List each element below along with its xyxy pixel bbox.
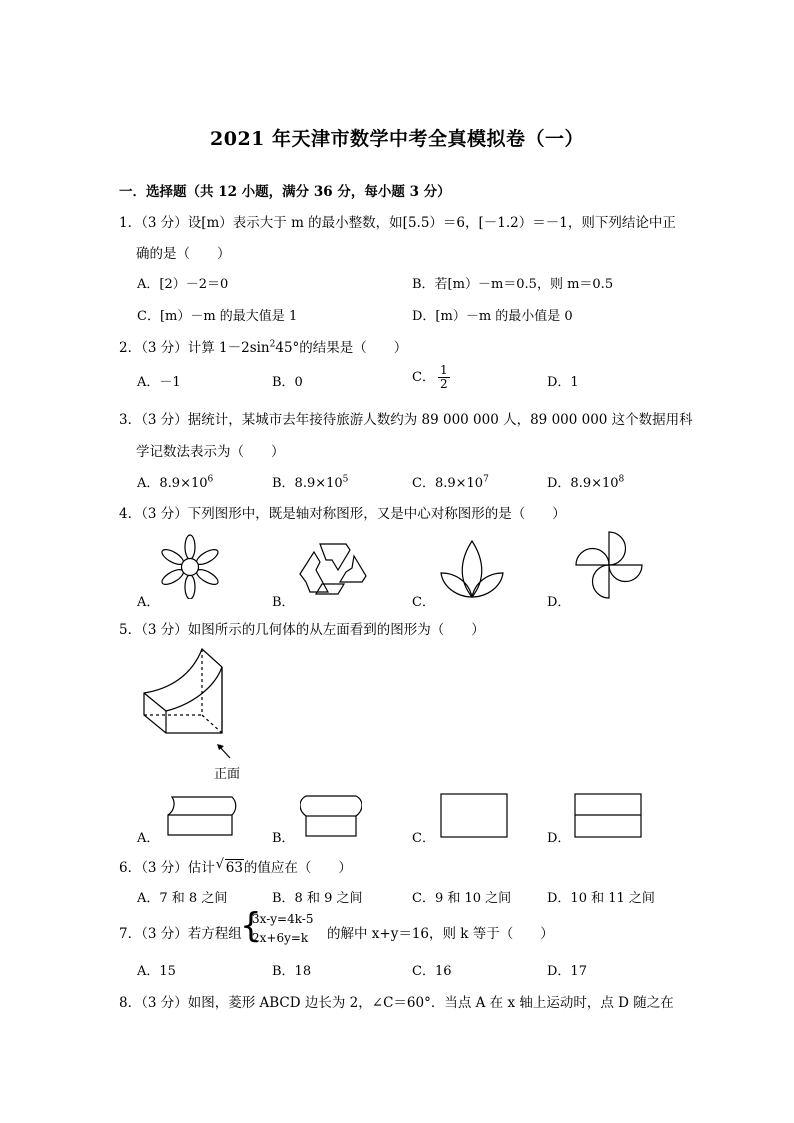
- q5-option-d: D．: [547, 831, 571, 846]
- q2-stem-b: 45°的结果是（ ）: [275, 340, 408, 356]
- q5-front-arrow-icon: [214, 742, 234, 762]
- q3-option-b-exp: 5: [342, 474, 349, 485]
- fraction-numerator: 1: [439, 363, 448, 377]
- q3-option-c-base: C．8.9×10: [412, 476, 484, 491]
- q7-stem-a: 7．（3 分）若方程组: [119, 926, 242, 942]
- q5-option-b-figure: [300, 794, 362, 838]
- q5-option-b: B．: [272, 831, 295, 846]
- q7-option-c: C．16: [412, 964, 452, 979]
- q8-stem-line1: 8．（3 分）如图，菱形 ABCD 边长为 2，∠C＝60°．当点 A 在 x 轴上运动时，点 D 随之在: [119, 995, 674, 1011]
- q4-lotus-figure: [437, 537, 507, 599]
- q5-front-label: 正面: [214, 767, 241, 782]
- q5-option-d-figure: [574, 793, 642, 839]
- q7-equation-system: [252, 910, 313, 948]
- q7-system-brace: {: [240, 906, 262, 946]
- q4-stem: 4．（3 分）下列图形中，既是轴对称图形，又是中心对称图形的是（ ）: [119, 506, 566, 522]
- q7-option-a: A．15: [137, 964, 176, 979]
- q3-option-d: [547, 472, 624, 491]
- section-heading: 一．选择题（共 12 小题，满分 36 分，每小题 3 分）: [119, 184, 451, 200]
- q7-option-b: B．18: [272, 964, 312, 979]
- q4-option-b: B．: [272, 595, 295, 610]
- q6-radicand: √ 63: [225, 859, 244, 876]
- q6-option-d: D．10 和 11 之间: [547, 891, 655, 906]
- q3-option-b: [272, 472, 348, 491]
- q4-flower-figure: [160, 533, 220, 599]
- q2-option-d: D．1: [547, 375, 579, 390]
- page-title: 2021 年天津市数学中考全真模拟卷（一）: [210, 128, 584, 150]
- q4-option-d: D．: [547, 595, 571, 610]
- q1-stem-line1: 1．（3 分）设[m）表示大于 m 的最小整数，如[5.5）＝6，[－1.2）＝－1，则下列结论中正: [119, 215, 676, 231]
- q5-option-a-figure: [162, 795, 240, 837]
- q1-option-a: A．[2）－2＝0: [137, 277, 229, 292]
- q3-option-a-exp: 6: [207, 474, 214, 485]
- q2-stem-sup: 2: [269, 339, 276, 350]
- q6-option-b: B．8 和 9 之间: [272, 891, 363, 906]
- q5-stem: 5．（3 分）如图所示的几何体的从左面看到的图形为（ ）: [119, 622, 485, 638]
- q2-option-c-fraction: [438, 364, 450, 391]
- q2-option-b: B．0: [272, 375, 303, 390]
- q1-stem-line2: 确的是（ ）: [136, 246, 231, 262]
- q1-option-d: D．[m）－m 的最小值是 0: [412, 309, 573, 324]
- q2-option-c: [412, 364, 450, 391]
- q7-equation-1: 3x-y=4k-5: [252, 912, 314, 926]
- q3-stem-line2: 学记数法表示为（ ）: [136, 444, 285, 460]
- q4-option-a: A．: [137, 595, 160, 610]
- q6-option-a: A．7 和 8 之间: [137, 891, 228, 906]
- q5-option-c-figure: [440, 793, 508, 839]
- q5-option-a: A．: [137, 831, 160, 846]
- q7-option-d: D．17: [547, 964, 587, 979]
- q3-option-a: [137, 472, 213, 491]
- q2-option-c-label: C．: [412, 370, 435, 385]
- q6-option-c: C．9 和 10 之间: [412, 891, 512, 906]
- q7-equation-2: 2x+6y=k: [252, 931, 309, 945]
- q3-option-d-exp: 8: [618, 474, 625, 485]
- q2-stem-a: 2．（3 分）计算 1－2sin: [119, 340, 270, 356]
- q3-option-a-base: A．8.9×10: [137, 476, 208, 491]
- q4-option-c: C．: [412, 595, 435, 610]
- q1-option-b: B．若[m）－m＝0.5，则 m＝0.5: [412, 277, 614, 292]
- q3-stem-line1: 3．（3 分）据统计，某城市去年接待旅游人数约为 89 000 000 人，89 000 000 这个数据用科: [119, 412, 693, 428]
- q7-stem-b: 的解中 x+y＝16，则 k 等于（ ）: [327, 926, 554, 942]
- q5-solid-figure: [136, 643, 248, 748]
- q2-stem: [119, 336, 407, 356]
- q4-recycle-figure: [298, 540, 368, 600]
- q6-stem: [119, 856, 352, 876]
- q4-pinwheel-figure: [572, 528, 646, 602]
- q1-option-c: C．[m）－m 的最大值是 1: [137, 309, 298, 324]
- fraction-denominator: 2: [439, 377, 448, 391]
- q3-option-b-base: B．8.9×10: [272, 476, 343, 491]
- q6-stem-a: 6．（3 分）估计: [119, 860, 215, 876]
- q3-option-c-exp: 7: [483, 474, 489, 485]
- q5-option-c: C．: [412, 831, 435, 846]
- q3-option-d-base: D．8.9×10: [547, 476, 619, 491]
- q3-option-c: [412, 472, 489, 491]
- q6-stem-b: 的值应在（ ）: [243, 860, 352, 876]
- q2-option-a: A．－1: [137, 375, 181, 390]
